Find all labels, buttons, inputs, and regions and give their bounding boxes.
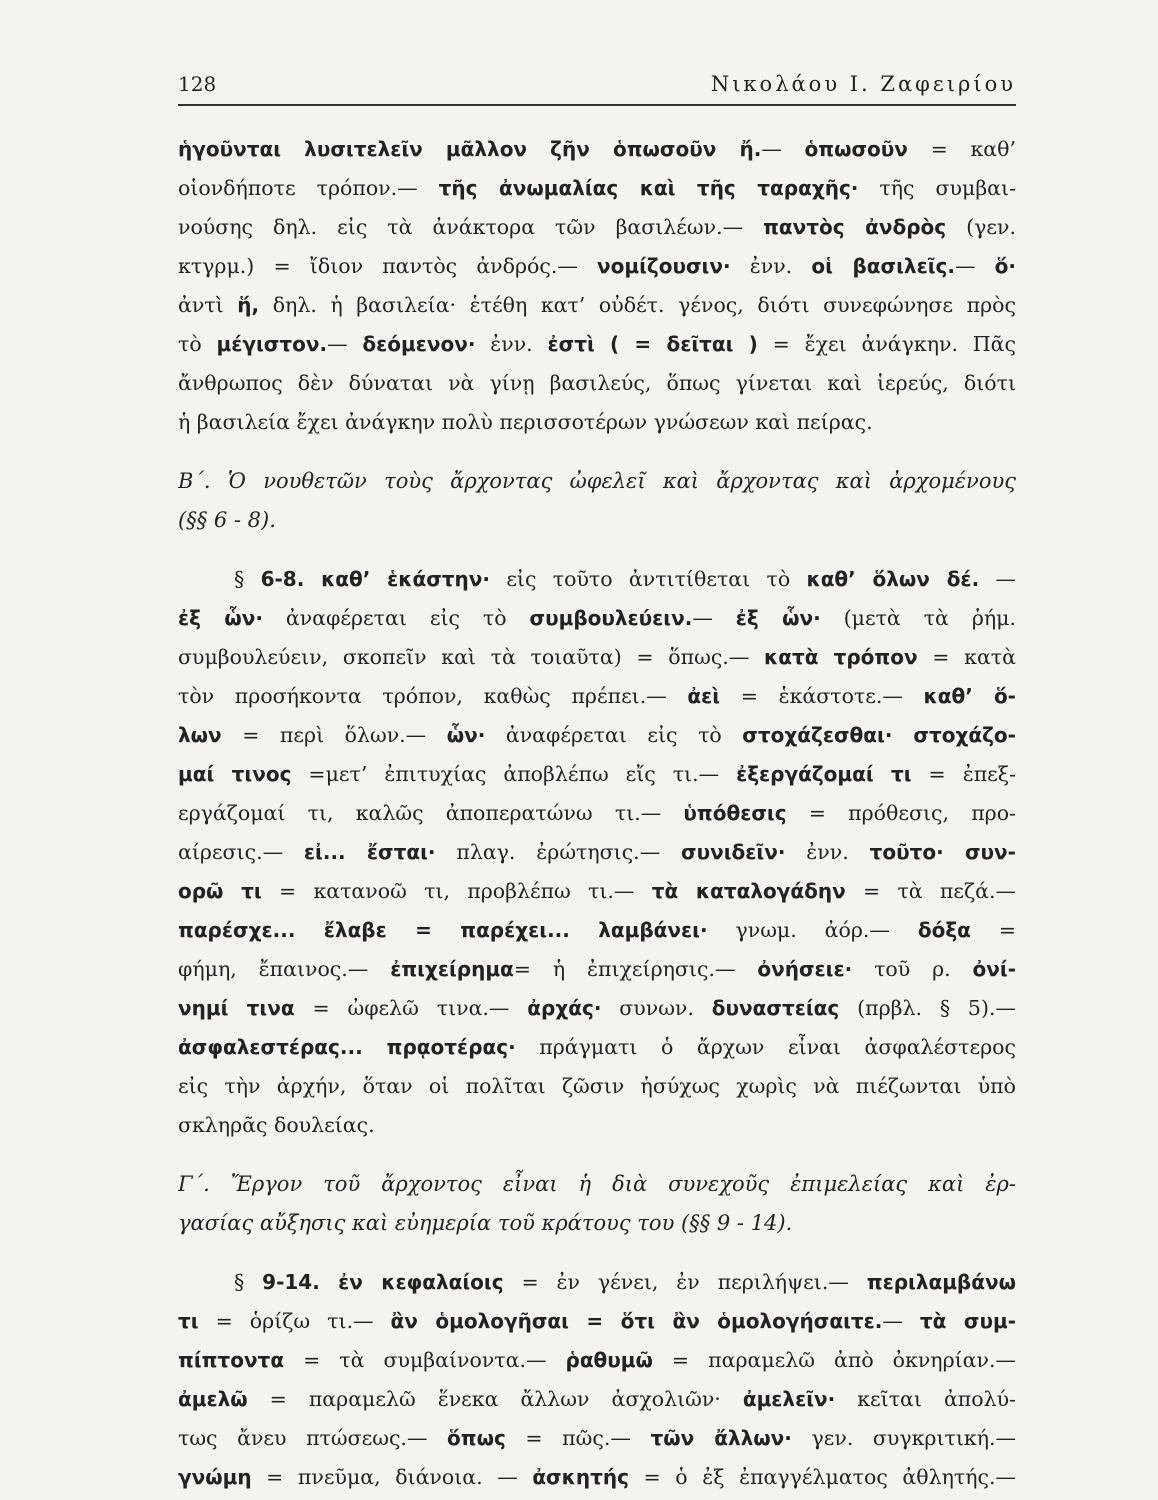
gloss-text: ἀναφέρεται εἰς τὸ — [485, 723, 743, 747]
gloss-text: εἰς τοῦτο ἀντιτίθεται τὸ — [490, 567, 807, 591]
text-line — [178, 1028, 1016, 1067]
section-gap — [178, 442, 1016, 462]
lemma-term: ἥ, — [237, 293, 260, 317]
text-line — [178, 1458, 1016, 1497]
gloss-text: = — [970, 918, 1016, 942]
gloss-text: τοῦ ρ. — [852, 957, 973, 981]
lemma-term: ὁπωσοῦν — [804, 137, 908, 161]
gloss-text: — — [979, 567, 1016, 591]
gloss-text: πράγματι ὁ ἄρχων εἶναι ἀσφαλέστερος — [515, 1035, 1016, 1059]
text-line — [178, 1302, 1016, 1341]
lemma-term: κατὰ τρόπον — [764, 645, 918, 669]
lemma-term: τῶν ἄλλων· — [650, 1426, 792, 1450]
gloss-text: = τὰ πεζά.— — [845, 879, 1016, 903]
lemma-term: ὑπόθεσις — [683, 801, 787, 825]
gloss-text: φήμη, ἔπαινος.— — [178, 957, 391, 981]
lemma-term: στοχάζεσθαι· στοχάζο- — [742, 723, 1016, 747]
lemma-term: ορῶ τι — [178, 879, 262, 903]
gloss-text: = πῶς.— — [505, 1426, 651, 1450]
gloss-text: γνωμ. ἀόρ.— — [707, 918, 918, 942]
gloss-text: = περὶ ὅλων.— — [221, 723, 447, 747]
gloss-text: οἱονδήποτε τρόπον.— — [178, 176, 439, 200]
commentary-text — [178, 130, 1016, 1497]
gloss-text: σκληρᾶς δουλείας. — [178, 1113, 375, 1137]
text-line — [178, 911, 1016, 950]
lemma-term: τὰ συμ- — [919, 1309, 1016, 1333]
text-line — [178, 599, 1016, 638]
lemma-term: ἡγοῦνται λυσιτελεῖν μᾶλλον ζῆν ὁπωσοῦν ἤ. — [178, 137, 762, 161]
gloss-text: = τὰ συμβαίνοντα.— — [284, 1348, 566, 1372]
text-line — [178, 169, 1016, 208]
section-heading-line — [178, 1165, 1016, 1204]
lemma-term: καθ’ ὅ- — [923, 684, 1016, 708]
lemma-term: ὀνί- — [972, 957, 1016, 981]
lemma-term: ἂν ὁμολογῆσαι = ὅτι ἂν ὁμολογήσαιτε. — [390, 1309, 883, 1333]
gloss-text: ἐνν. — [785, 840, 870, 864]
gloss-text: τῆς συμβαι- — [858, 176, 1016, 200]
gloss-text: — — [954, 254, 995, 278]
gloss-text: = ὠφελῶ τινα.— — [294, 996, 528, 1020]
paragraph-start-line — [178, 560, 1016, 599]
paragraph-start-line — [178, 1263, 1016, 1302]
lemma-term: εἰ... ἔσται· — [303, 840, 436, 864]
text-line — [178, 208, 1016, 247]
lemma-term: οἱ βασιλεῖς. — [811, 254, 955, 278]
text-line — [178, 833, 1016, 872]
page-number: 128 — [178, 72, 217, 96]
lemma-term: ὅπως — [447, 1426, 506, 1450]
lemma-term: 6-8. καθ’ ἑκάστην· — [260, 567, 490, 591]
section-gap — [178, 1145, 1016, 1165]
gloss-text: δηλ. ἡ βασιλεία· ἑτέθη κατ’ οὐδέτ. γένος, διότι συνεφώνησε πρὸς — [259, 293, 1016, 317]
lemma-term: μαί τινος — [178, 762, 292, 786]
gloss-text: = πνεῦμα, διάνοια. — — [251, 1465, 533, 1489]
lemma-term: τι — [178, 1309, 199, 1333]
lemma-term: ἀμελῶ — [178, 1387, 248, 1411]
gloss-text: ἀντὶ — [178, 293, 238, 317]
gloss-text: Γ΄. Ἔργον τοῦ ἄρχοντος εἶναι ἡ διὰ συνεχοῦς ἐπιμελείας καὶ ἐρ- — [178, 1172, 1016, 1196]
text-line — [178, 1106, 1016, 1145]
gloss-text: — — [327, 332, 363, 356]
gloss-text: = ἡ ἐπιχείρησις.— — [513, 957, 758, 981]
gloss-text: = καθ’ — [907, 137, 1016, 161]
gloss-text: (πρβλ. § 5).— — [839, 996, 1016, 1020]
text-line — [178, 755, 1016, 794]
text-line — [178, 364, 1016, 403]
gloss-text: =μετ’ ἐπιτυχίας ἀποβλέπω εἴς τι.— — [291, 762, 737, 786]
text-line — [178, 325, 1016, 364]
gloss-text: = κατανοῶ τι, προβλέπω τι.— — [261, 879, 652, 903]
text-line — [178, 638, 1016, 677]
gloss-text: ἐνν. — [730, 254, 812, 278]
text-line — [178, 247, 1016, 286]
gloss-text: = ὁρίζω τι.— — [198, 1309, 391, 1333]
lemma-term: λων — [178, 723, 222, 747]
lemma-term: ἐξεργάζομαί τι — [736, 762, 912, 786]
text-line — [178, 130, 1016, 169]
text-line — [178, 1380, 1016, 1419]
gloss-text: ἀναφέρεται εἰς τὸ — [262, 606, 530, 630]
lemma-term: καθ’ ὅλων δέ. — [806, 567, 980, 591]
gloss-text: (γεν. — [946, 215, 1016, 239]
text-line — [178, 1067, 1016, 1106]
lemma-term: ἀεὶ — [687, 684, 721, 708]
gloss-text: ἡ βασιλεία ἔχει ἀνάγκην πολὺ περισσοτέρων γνώσεων καὶ πείρας. — [178, 410, 873, 434]
lemma-term: παντὸς ἀνδρὸς — [763, 215, 947, 239]
gloss-text: νούσης δηλ. εἰς τὰ ἀνάκτορα τῶν βασιλέων.— — [178, 215, 764, 239]
text-line — [178, 794, 1016, 833]
lemma-term: ἀρχάς· — [527, 996, 602, 1020]
gloss-text: (μετὰ τὰ ῥήμ. — [820, 606, 1016, 630]
lemma-term: δόξα — [917, 918, 971, 942]
gloss-text: γεν. συγκριτική.— — [791, 1426, 1016, 1450]
lemma-term: ἐπιχείρημα — [390, 957, 514, 981]
lemma-term: μέγιστον. — [216, 332, 328, 356]
text-line — [178, 950, 1016, 989]
page-header — [178, 68, 1016, 106]
lemma-term: ἀμελεῖν· — [742, 1387, 836, 1411]
text-line — [178, 872, 1016, 911]
text-line — [178, 677, 1016, 716]
gloss-text: — — [692, 606, 736, 630]
lemma-term: ὀνήσειε· — [757, 957, 853, 981]
gloss-text: Β΄. Ὁ νουθετῶν τοὺς ἄρχοντας ὠφελεῖ καὶ ἄρχοντας καὶ ἀρχομένους — [178, 469, 1016, 493]
lemma-term: δυναστείας — [711, 996, 840, 1020]
lemma-term: νημί τινα — [178, 996, 295, 1020]
gloss-text: συνων. — [601, 996, 712, 1020]
gloss-text: τὸ — [178, 332, 217, 356]
gloss-text: τὸν προσήκοντα τρόπον, καθὼς πρέπει.— — [178, 684, 688, 708]
lemma-term: τοῦτο· συν- — [869, 840, 1016, 864]
gloss-text: γασίας αὔξησις καὶ εὐημερία τοῦ κράτους του (§§ 9 - 14). — [178, 1211, 793, 1235]
gloss-text: — — [882, 1309, 920, 1333]
lemma-term: συνιδεῖν· — [681, 840, 786, 864]
gloss-text: § — [234, 1270, 263, 1294]
lemma-term: νομίζουσιν· — [597, 254, 731, 278]
lemma-term: ὧν· — [446, 723, 486, 747]
gloss-text: (§§ 6 - 8). — [178, 508, 276, 532]
running-head: Νικολάου Ι. Ζαφειρίου — [710, 72, 1016, 96]
gloss-text: εἰς τὴν ἀρχήν, ὅταν οἱ πολῖται ζῶσιν ἡσύχως χωρὶς νὰ πιέζωνται ὑπὸ — [178, 1074, 1016, 1098]
gloss-text: κτγρμ.) = ἴδιον παντὸς ἀνδρός.— — [178, 254, 598, 278]
lemma-term: δεόμενον· — [362, 332, 476, 356]
section-heading-line — [178, 1204, 1016, 1243]
lemma-term: ἐξ ὧν· — [735, 606, 821, 630]
gloss-text: = ἔχει ἀνάγκην. Πᾶς — [757, 332, 1016, 356]
lemma-term: συμβουλεύειν. — [529, 606, 693, 630]
gloss-text: = ἐν γένει, ἐν περιλήψει.— — [503, 1270, 867, 1294]
section-heading-line — [178, 501, 1016, 540]
gloss-text: τως ἄνευ πτώσεως.— — [178, 1426, 448, 1450]
lemma-term: περιλαμβάνω — [866, 1270, 1016, 1294]
gloss-text: πλαγ. ἐρώτησις.— — [435, 840, 682, 864]
lemma-term: ἐξ ὧν· — [178, 606, 263, 630]
gloss-text: § — [234, 567, 261, 591]
section-gap — [178, 1243, 1016, 1263]
section-heading-line — [178, 462, 1016, 501]
text-line — [178, 716, 1016, 755]
gloss-text: = ἐπεξ- — [911, 762, 1016, 786]
gloss-text: = ὁ ἐξ ἐπαγγέλματος ἀθλητής.— — [628, 1465, 1016, 1489]
gloss-text: εργάζομαί τι, καλῶς ἀποπερατώνω τι.— — [178, 801, 684, 825]
lemma-term: ἀσκητής — [532, 1465, 629, 1489]
text-line — [178, 1419, 1016, 1458]
gloss-text: συμβουλεύειν, σκοπεῖν καὶ τὰ τοιαῦτα) = ὅπως.— — [178, 645, 764, 669]
gloss-text: = παραμελῶ ἕνεκα ἄλλων ἀσχολιῶν· — [247, 1387, 743, 1411]
section-gap — [178, 540, 1016, 560]
lemma-term: ῥαθυμῶ — [565, 1348, 653, 1372]
gloss-text: = παραμελῶ ἀπὸ ὀκνηρίαν.— — [652, 1348, 1016, 1372]
text-line — [178, 1341, 1016, 1380]
text-line — [178, 403, 1016, 442]
lemma-term: 9-14. ἐν κεφαλαίοις — [262, 1270, 504, 1294]
gloss-text: = πρόθεσις, προ- — [786, 801, 1016, 825]
gloss-text: αίρεσις.— — [178, 840, 304, 864]
lemma-term: τὰ καταλογάδην — [651, 879, 846, 903]
lemma-term: ἀσφαλεστέρας... πρᾳοτέρας· — [178, 1035, 516, 1059]
gloss-text: κεῖται ἀπολύ- — [835, 1387, 1016, 1411]
text-line — [178, 989, 1016, 1028]
gloss-text: — — [761, 137, 805, 161]
lemma-term: ἐστὶ ( = δεῖται ) — [547, 332, 758, 356]
lemma-term: παρέσχε... ἔλαβε = παρέχει... λαμβάνει· — [178, 918, 708, 942]
lemma-term: ὅ· — [994, 254, 1016, 278]
lemma-term: τῆς ἀνωμαλίας καὶ τῆς ταραχῆς· — [438, 176, 859, 200]
lemma-term: πίπτοντα — [178, 1348, 285, 1372]
gloss-text: ἐνν. — [475, 332, 548, 356]
gloss-text: ἄνθρωπος δὲν δύναται νὰ γίνῃ βασιλεύς, ὅπως γίνεται καὶ ἱερεύς, διότι — [178, 371, 1016, 395]
gloss-text: = κατὰ — [917, 645, 1016, 669]
text-line — [178, 286, 1016, 325]
gloss-text: = ἑκάστοτε.— — [720, 684, 924, 708]
lemma-term: γνώμη — [178, 1465, 252, 1489]
